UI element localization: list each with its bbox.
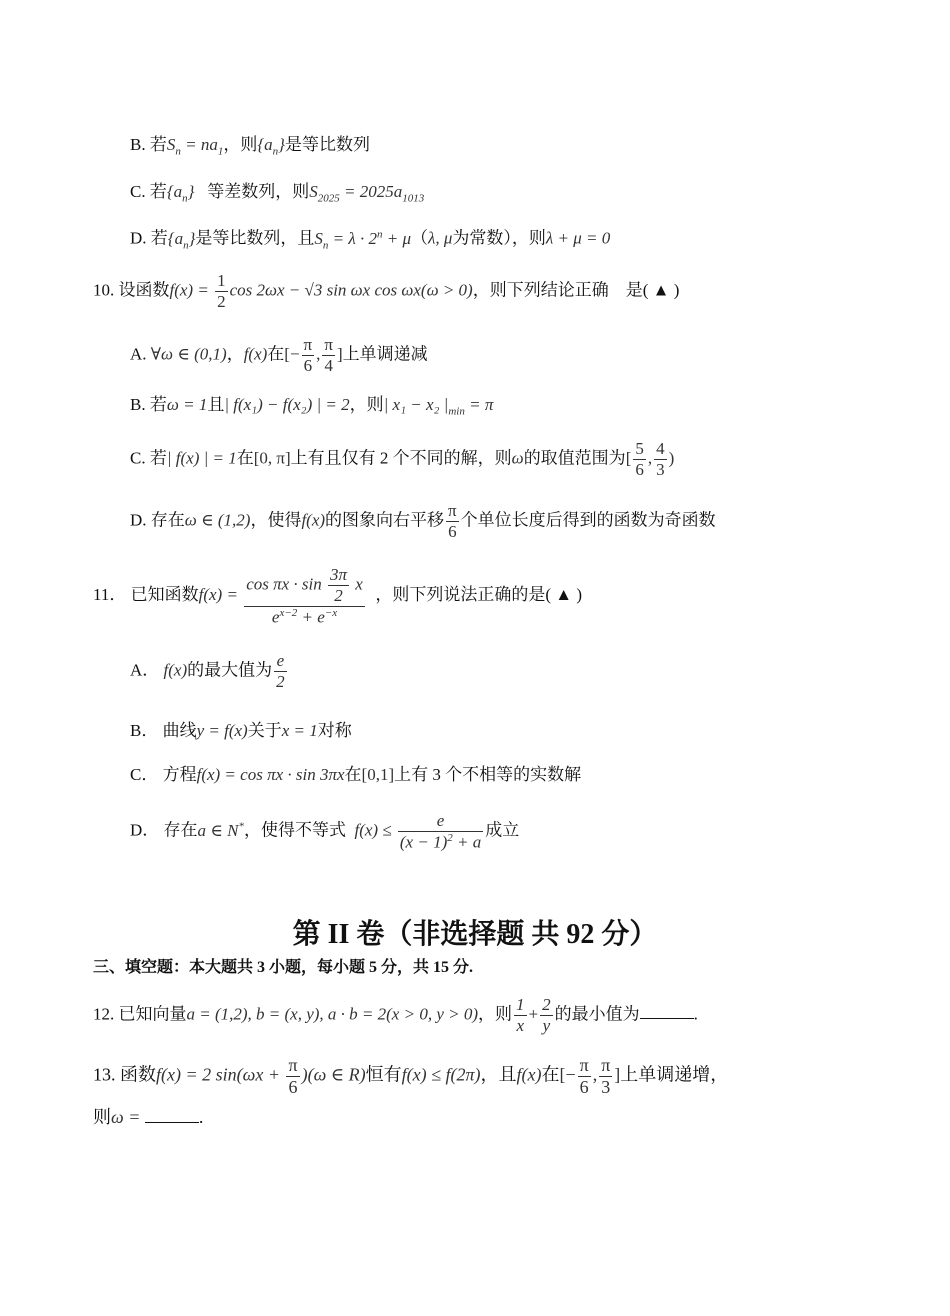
fraction: $\frac{e}{2}$: [276, 651, 285, 691]
math: λ + μ = 0: [545, 228, 611, 248]
text: ): [576, 585, 582, 604]
q11-option-c: [130, 766, 581, 783]
question-number: 10.: [93, 280, 115, 300]
fraction: $\frac{1}{x}$: [516, 995, 525, 1035]
text: 若: [149, 448, 167, 468]
fraction: $\frac{\pi}{4}$: [324, 335, 333, 375]
math-seq: $\{a_n\}$: [166, 182, 195, 205]
text: ，则下列结论正确 是(: [472, 280, 649, 300]
fraction: $\frac{e}{(x - 1)^2 + a}$: [399, 811, 482, 852]
math-seq: $\{a_n\}$: [167, 228, 196, 252]
question-number: 12.: [93, 1004, 115, 1024]
text: 函数: [120, 1064, 156, 1085]
math: f(x): [301, 510, 326, 530]
text: 曲线: [162, 721, 197, 740]
math: f(x): [516, 1064, 542, 1085]
text: ，则: [349, 395, 384, 414]
math: f(x): [243, 344, 268, 364]
q10-option-d: [130, 502, 716, 541]
fraction: $\frac{2}{y}$: [542, 995, 551, 1035]
question-number: 11．: [93, 585, 127, 604]
option-label: A．: [130, 660, 160, 680]
text: 个单位长度后得到的函数为奇函数: [460, 510, 716, 530]
option-label: D．: [130, 820, 160, 840]
math: f(x) ≤ f(2π): [401, 1064, 481, 1085]
bracket: [: [625, 448, 632, 468]
bracket: [−: [559, 1064, 576, 1085]
text: 为常数），则: [452, 228, 546, 248]
bracket: ]: [336, 344, 343, 364]
comma: ,: [592, 1064, 598, 1085]
option-label: B．: [130, 721, 159, 740]
option-label: B.: [130, 135, 146, 154]
text: 上有且仅有 2 个不同的解，则: [290, 448, 512, 468]
text: 恒有: [365, 1064, 402, 1085]
text: 上单调递增，: [620, 1064, 729, 1085]
option-label: C.: [130, 182, 146, 201]
text: 在: [541, 1064, 560, 1085]
fraction: $\frac{\pi}{6}$: [303, 335, 313, 375]
text: ): [673, 280, 680, 300]
text: 的取值范围为: [523, 448, 626, 468]
part-2-title: 第 II 卷（非选择题 共 92 分）: [292, 919, 658, 950]
section-heading: 三、填空题：本大题共 3 小题，每小题 5 分，共 15 分.: [93, 959, 474, 976]
text: 已知函数: [130, 585, 199, 604]
math: λ, μ: [428, 228, 453, 248]
math: x = 1: [281, 721, 318, 740]
fraction-half: $\frac{1}{2}$: [217, 271, 226, 311]
answer-blank[interactable]: [640, 1004, 694, 1019]
text: 则: [93, 1107, 111, 1127]
math: ω: [511, 448, 524, 468]
q10-option-a: [130, 336, 428, 375]
q11-option-a: [130, 652, 289, 691]
text: ，且: [480, 1064, 517, 1085]
math: [0,1]: [361, 765, 395, 784]
text: 若: [150, 228, 168, 248]
text: 且: [207, 395, 225, 414]
text: 成立: [485, 820, 520, 840]
q11-option-b: [130, 722, 352, 739]
math: | x₁ − x₂ $|_{min} = \pi$: [383, 395, 494, 418]
q9-option-b: [130, 136, 370, 157]
text: 若: [149, 182, 167, 201]
q10-option-b: [130, 396, 493, 417]
text: ，则: [223, 135, 258, 154]
q10-stem: [93, 272, 679, 311]
fraction: $\frac{4}{3}$: [656, 439, 665, 479]
q10-option-c: [130, 440, 674, 479]
text: ，则: [478, 1004, 513, 1024]
text: 设函数: [118, 280, 170, 300]
math-seq: $\{a_n\}$: [257, 135, 285, 158]
math: ω =: [111, 1107, 145, 1127]
math: ∀ω ∈ (0,1): [150, 344, 227, 364]
math: ω = 1: [166, 395, 208, 414]
math: cos 2ωx − √3 sin ωx cos ωx(ω > 0): [229, 280, 473, 300]
math: ω ∈ (1,2): [184, 510, 251, 530]
text: 的最大值为: [187, 660, 273, 680]
text: 对称: [317, 721, 352, 740]
option-label: B.: [130, 395, 146, 414]
q13: [93, 1056, 728, 1097]
bracket: ): [668, 448, 675, 468]
text: 在: [267, 344, 285, 364]
text: 在: [236, 448, 254, 468]
math-s: $S_n = \lambda \cdot 2^n + \mu$: [314, 228, 412, 252]
math: )(ω ∈ R): [301, 1064, 366, 1085]
math: [0, π]: [253, 448, 291, 468]
option-label: D.: [130, 510, 147, 530]
math: f(x) ≤: [354, 820, 396, 840]
question-number: 13.: [93, 1064, 116, 1085]
math: f(x) = cos πx · sin 3πx: [196, 765, 345, 784]
text: ，使得: [250, 510, 302, 530]
text: 存在: [163, 820, 198, 840]
text: ，使得不等式: [243, 820, 346, 840]
fraction: $\frac{\pi}{3}$: [601, 1055, 611, 1097]
q13-line2: [93, 1108, 203, 1126]
fraction: $\frac{5}{6}$: [635, 439, 644, 479]
text: 的最小值为: [554, 1004, 640, 1024]
option-label: D.: [130, 228, 147, 248]
math-s: $S_n = na_1$: [166, 135, 224, 158]
text: .: [693, 1004, 698, 1024]
q11-stem: [93, 566, 582, 626]
fraction: $\frac{\pi}{6}$: [448, 501, 457, 541]
math: a = (1,2), b = (x, y), a · b = 2(x > 0, y > 0): [186, 1004, 479, 1024]
text: ，则下列说法正确的是(: [375, 585, 551, 604]
text: 是等比数列: [284, 135, 370, 154]
text: 方程: [162, 765, 197, 784]
bracket: ]: [614, 1064, 621, 1085]
option-label: A.: [130, 344, 147, 364]
text: 关于: [247, 721, 282, 740]
math: f(x) =: [198, 585, 243, 604]
text: 存在: [150, 510, 185, 530]
fraction-main: cos πx · sin $\frac{3\pi}{2}$ x $e^{x-2} + e^{-x}$: [246, 565, 363, 627]
bracket: [−: [284, 344, 300, 364]
text: 上单调递减: [342, 344, 428, 364]
math: y = f(x): [196, 721, 248, 740]
option-label: C.: [130, 448, 146, 468]
math: f(x) =: [169, 280, 214, 300]
comma: ,: [647, 448, 653, 468]
text: 已知向量: [118, 1004, 187, 1024]
answer-blank[interactable]: [145, 1108, 199, 1123]
math: f(x): [163, 660, 188, 680]
plus: +: [528, 1004, 539, 1024]
math: | f(x₁) − f(x₂) | = 2: [224, 395, 350, 414]
answer-triangle: ▲: [555, 585, 573, 604]
text: 若: [149, 395, 167, 414]
math-s: $S_{2025} = 2025a_{1013}$: [309, 182, 425, 205]
text: 的图象向右平移: [325, 510, 445, 530]
q11-option-d: [130, 812, 519, 851]
q9-option-d: [130, 229, 610, 251]
text: （: [411, 228, 429, 248]
comma: ,: [316, 344, 321, 364]
text: ，: [226, 344, 244, 364]
text: 是等比数列，且: [195, 228, 315, 248]
answer-triangle: ▲: [652, 280, 670, 300]
q12: [93, 996, 698, 1035]
q9-option-c: [130, 183, 424, 204]
fraction: $\frac{\pi}{6}$: [288, 1055, 298, 1097]
text: .: [198, 1107, 204, 1127]
math: | f(x) | = 1: [166, 448, 237, 468]
text: 等差数列，则: [207, 182, 310, 201]
text: 上有 3 个不相等的实数解: [394, 765, 582, 784]
fraction: $\frac{\pi}{6}$: [579, 1055, 589, 1097]
math: f(x) = 2 sin(ωx +: [156, 1064, 285, 1085]
option-label: C．: [130, 765, 159, 784]
math: a ∈ N*: [197, 819, 244, 840]
text: 在: [344, 765, 362, 784]
text: 若: [149, 135, 167, 154]
